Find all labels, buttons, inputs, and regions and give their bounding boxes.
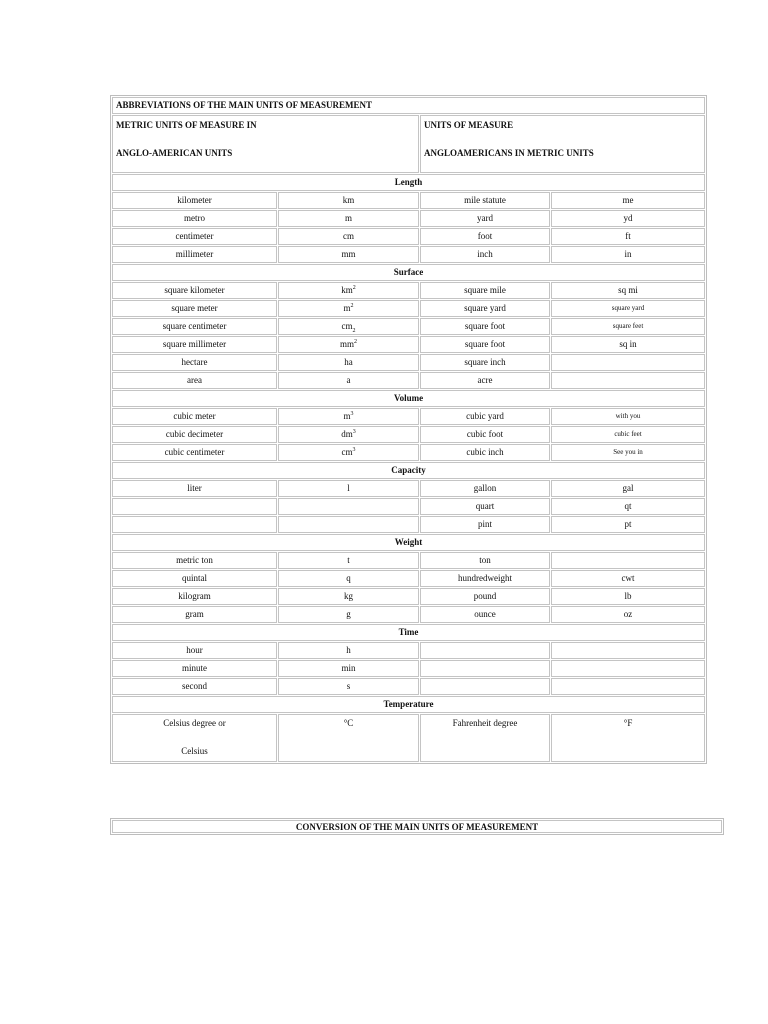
metric-abbr-cell <box>278 408 419 425</box>
metric-unit-cell <box>112 498 277 515</box>
header-metric-line1: METRIC UNITS OF MEASURE IN <box>116 120 257 130</box>
metric-abbr-cell <box>278 246 419 263</box>
anglo-abbr-cell: lb <box>551 588 705 605</box>
abbreviations-table-body <box>112 97 705 762</box>
table-row <box>112 192 705 209</box>
metric-abbr: cm <box>343 231 354 241</box>
section-title: Length <box>112 174 705 191</box>
metric-abbr: m <box>344 213 352 223</box>
anglo-abbr-cell: me <box>551 192 705 209</box>
metric-unit-cell: kilogram <box>112 588 277 605</box>
title-row <box>112 97 705 114</box>
anglo-unit-cell: square yard <box>420 300 550 317</box>
anglo-abbr-cell <box>551 642 705 659</box>
metric-abbr-cell <box>278 516 419 533</box>
table-row <box>112 282 705 299</box>
section-header-row <box>112 624 705 641</box>
table-row <box>112 426 705 443</box>
anglo-abbr-cell: sq in <box>551 336 705 353</box>
table-row <box>112 480 705 497</box>
anglo-unit-cell <box>420 660 550 677</box>
anglo-unit-cell: Fahrenheit degree <box>420 714 550 762</box>
metric-abbr-cell <box>278 678 419 695</box>
anglo-abbr-cell <box>551 372 705 389</box>
anglo-abbr-cell: °F <box>551 714 705 762</box>
metric-unit-cell: liter <box>112 480 277 497</box>
anglo-abbr-cell: yd <box>551 210 705 227</box>
anglo-abbr-cell: qt <box>551 498 705 515</box>
metric-abbr: cm <box>341 447 353 457</box>
anglo-abbr-cell: square yard <box>551 300 705 317</box>
metric-abbr: l <box>347 483 350 493</box>
metric-unit-cell: cubic decimeter <box>112 426 277 443</box>
table-row <box>112 408 705 425</box>
table-row <box>112 228 705 245</box>
anglo-unit-cell: ounce <box>420 606 550 623</box>
metric-abbr-cell <box>278 282 419 299</box>
header-row <box>112 115 705 173</box>
table-row <box>112 714 705 762</box>
header-anglo-line2: ANGLOAMERICANS IN METRIC UNITS <box>424 148 594 158</box>
metric-abbr-cell <box>278 498 419 515</box>
exponent: 2 <box>350 303 354 309</box>
anglo-unit-cell: cubic foot <box>420 426 550 443</box>
table-row <box>112 588 705 605</box>
anglo-unit-cell <box>420 678 550 695</box>
table-row <box>112 354 705 371</box>
anglo-unit-cell: pound <box>420 588 550 605</box>
metric-abbr: s <box>346 681 351 691</box>
metric-abbr-cell <box>278 606 419 623</box>
metric-abbr: m <box>343 411 351 421</box>
metric-abbr-cell <box>278 444 419 461</box>
table-row <box>112 246 705 263</box>
section-title: Volume <box>112 390 705 407</box>
anglo-unit-cell: cubic yard <box>420 408 550 425</box>
anglo-unit-cell: gallon <box>420 480 550 497</box>
metric-unit-line: Celsius <box>181 746 208 756</box>
anglo-abbr-cell: with you <box>551 408 705 425</box>
metric-unit-cell: second <box>112 678 277 695</box>
metric-unit-cell: area <box>112 372 277 389</box>
anglo-unit-cell: ton <box>420 552 550 569</box>
header-anglo-line1: UNITS OF MEASURE <box>424 120 514 130</box>
table-row <box>112 444 705 461</box>
anglo-abbr-cell: See you in <box>551 444 705 461</box>
anglo-abbr-cell <box>551 678 705 695</box>
section-title: Time <box>112 624 705 641</box>
section-title: Surface <box>112 264 705 281</box>
section-title: Weight <box>112 534 705 551</box>
metric-unit-cell: hectare <box>112 354 277 371</box>
anglo-abbr-cell: cubic feet <box>551 426 705 443</box>
conversion-title-box <box>110 818 724 835</box>
anglo-abbr-cell: in <box>551 246 705 263</box>
metric-abbr-cell: °C <box>278 714 419 762</box>
metric-unit-cell: metro <box>112 210 277 227</box>
conversion-title: CONVERSION OF THE MAIN UNITS OF MEASUREMENT <box>295 821 539 832</box>
metric-abbr-cell <box>278 660 419 677</box>
metric-unit-cell: hour <box>112 642 277 659</box>
table-row <box>112 372 705 389</box>
section-title: Temperature <box>112 696 705 713</box>
anglo-unit-cell <box>420 642 550 659</box>
exponent: 3 <box>350 411 354 417</box>
anglo-unit-cell: hundredweight <box>420 570 550 587</box>
metric-abbr-cell <box>278 372 419 389</box>
anglo-abbr-cell: cwt <box>551 570 705 587</box>
metric-unit-cell: centimeter <box>112 228 277 245</box>
abbreviations-table <box>110 95 707 764</box>
anglo-unit-cell: foot <box>420 228 550 245</box>
exponent: 3 <box>352 447 356 453</box>
section-header-row <box>112 174 705 191</box>
table-row <box>112 678 705 695</box>
metric-unit-cell: gram <box>112 606 277 623</box>
metric-unit-cell <box>112 516 277 533</box>
table-row <box>112 606 705 623</box>
table-row <box>112 516 705 533</box>
metric-unit-cell: millimeter <box>112 246 277 263</box>
subscript: 2 <box>352 327 356 334</box>
anglo-unit-cell: inch <box>420 246 550 263</box>
metric-abbr: h <box>346 645 351 655</box>
metric-abbr: m <box>343 303 351 313</box>
metric-abbr-cell <box>278 570 419 587</box>
metric-unit-cell: square centimeter <box>112 318 277 335</box>
metric-abbr-cell <box>278 588 419 605</box>
metric-abbr-cell <box>278 210 419 227</box>
anglo-unit-cell: square foot <box>420 318 550 335</box>
metric-unit-cell: square millimeter <box>112 336 277 353</box>
table-row <box>112 660 705 677</box>
table-row <box>112 336 705 353</box>
anglo-abbr-cell: oz <box>551 606 705 623</box>
anglo-unit-cell: mile statute <box>420 192 550 209</box>
anglo-abbr-cell: gal <box>551 480 705 497</box>
metric-unit-cell: square meter <box>112 300 277 317</box>
metric-abbr-cell <box>278 228 419 245</box>
metric-abbr-cell <box>278 192 419 209</box>
metric-abbr-cell <box>278 480 419 497</box>
section-header-row <box>112 462 705 479</box>
metric-unit-cell: square kilometer <box>112 282 277 299</box>
metric-abbr-cell <box>278 300 419 317</box>
table-row <box>112 642 705 659</box>
metric-abbr-cell <box>278 354 419 371</box>
table-row <box>112 570 705 587</box>
header-metric-line2: ANGLO-AMERICAN UNITS <box>116 148 233 158</box>
anglo-unit-cell: square inch <box>420 354 550 371</box>
table-row <box>112 498 705 515</box>
metric-unit-cell <box>112 714 277 762</box>
table-row <box>112 552 705 569</box>
anglo-unit-cell: cubic inch <box>420 444 550 461</box>
metric-unit-cell: cubic centimeter <box>112 444 277 461</box>
metric-abbr: ha <box>344 357 353 367</box>
section-header-row <box>112 534 705 551</box>
table-row <box>112 318 705 335</box>
metric-abbr: km <box>341 285 353 295</box>
metric-abbr: min <box>341 663 356 673</box>
anglo-unit-cell: square mile <box>420 282 550 299</box>
exponent: 2 <box>352 285 356 291</box>
table-row <box>112 210 705 227</box>
exponent: 2 <box>354 339 357 345</box>
metric-abbr: cm <box>341 321 353 331</box>
section-header-row <box>112 390 705 407</box>
metric-unit-cell: quintal <box>112 570 277 587</box>
metric-abbr: kg <box>344 591 353 601</box>
header-anglo <box>420 115 705 173</box>
metric-abbr: q <box>346 573 351 583</box>
exponent: 3 <box>352 429 356 435</box>
metric-unit-cell: cubic meter <box>112 408 277 425</box>
section-header-row <box>112 696 705 713</box>
table-row <box>112 300 705 317</box>
anglo-unit-cell: yard <box>420 210 550 227</box>
metric-abbr: dm <box>341 429 353 439</box>
anglo-abbr-cell <box>551 552 705 569</box>
metric-unit-line: Celsius degree or <box>163 718 226 728</box>
metric-unit-cell: metric ton <box>112 552 277 569</box>
table-title: ABBREVIATIONS OF THE MAIN UNITS OF MEASUREMENT <box>112 97 705 114</box>
header-metric <box>112 115 419 173</box>
anglo-unit-cell: quart <box>420 498 550 515</box>
anglo-abbr-cell <box>551 660 705 677</box>
metric-abbr: mm <box>339 339 354 349</box>
anglo-unit-cell: square foot <box>420 336 550 353</box>
metric-abbr: mm <box>341 249 356 259</box>
anglo-unit-cell: acre <box>420 372 550 389</box>
metric-unit-cell: kilometer <box>112 192 277 209</box>
anglo-abbr-cell <box>551 354 705 371</box>
metric-abbr-cell <box>278 426 419 443</box>
anglo-abbr-cell: ft <box>551 228 705 245</box>
anglo-abbr-cell: square feet <box>551 318 705 335</box>
metric-abbr-cell <box>278 552 419 569</box>
metric-abbr-cell <box>278 336 419 353</box>
anglo-abbr-cell: pt <box>551 516 705 533</box>
metric-unit-cell: minute <box>112 660 277 677</box>
metric-abbr: g <box>346 609 351 619</box>
anglo-unit-cell: pint <box>420 516 550 533</box>
metric-abbr-cell <box>278 642 419 659</box>
metric-abbr-cell <box>278 318 419 335</box>
section-header-row <box>112 264 705 281</box>
section-title: Capacity <box>112 462 705 479</box>
metric-abbr: km <box>342 195 355 205</box>
anglo-abbr-cell: sq mi <box>551 282 705 299</box>
metric-abbr: a <box>346 375 351 385</box>
metric-abbr: t <box>347 555 350 565</box>
